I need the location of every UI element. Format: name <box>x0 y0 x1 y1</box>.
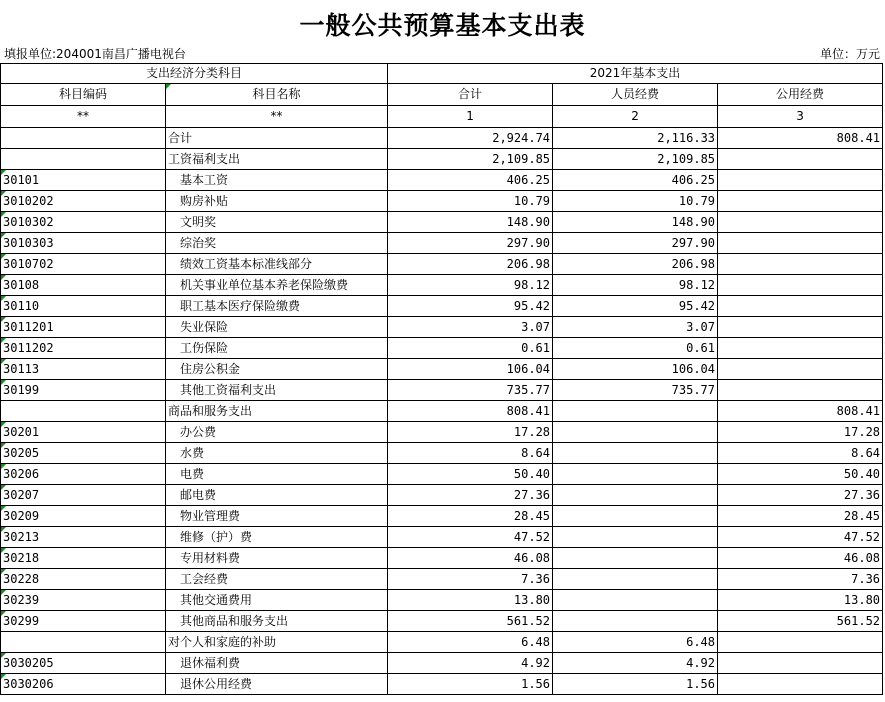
cell-personnel: 2,109.85 <box>553 149 718 170</box>
cell-total: 28.45 <box>388 506 553 527</box>
cell-name: 商品和服务支出 <box>166 401 388 422</box>
index-personnel: 2 <box>553 106 718 128</box>
cell-public: 46.08 <box>718 548 883 569</box>
table-row <box>1 464 883 485</box>
cell-total: 1.56 <box>388 674 553 695</box>
header-basic-expenditure: 2021年基本支出 <box>388 64 883 84</box>
cell-code: 3010202 <box>1 191 166 212</box>
table-row <box>1 548 883 569</box>
cell-code: 30299 <box>1 611 166 632</box>
cell-public: 47.52 <box>718 527 883 548</box>
cell-name: 工伤保险 <box>166 338 388 359</box>
cell-personnel <box>553 527 718 548</box>
cell-name: 维修（护）费 <box>166 527 388 548</box>
cell-name: 综治奖 <box>166 233 388 254</box>
table-row <box>1 569 883 590</box>
cell-public: 7.36 <box>718 569 883 590</box>
cell-code: 30209 <box>1 506 166 527</box>
cell-name: 住房公积金 <box>166 359 388 380</box>
cell-personnel: 98.12 <box>553 275 718 296</box>
cell-total: 2,924.74 <box>388 128 553 149</box>
cell-public <box>718 170 883 191</box>
cell-personnel <box>553 611 718 632</box>
cell-name: 文明奖 <box>166 212 388 233</box>
cell-personnel: 406.25 <box>553 170 718 191</box>
cell-code: 30199 <box>1 380 166 401</box>
cell-name: 机关事业单位基本养老保险缴费 <box>166 275 388 296</box>
cell-total: 46.08 <box>388 548 553 569</box>
cell-public <box>718 338 883 359</box>
cell-public <box>718 359 883 380</box>
cell-public: 561.52 <box>718 611 883 632</box>
table-row <box>1 632 883 653</box>
cell-public <box>718 380 883 401</box>
cell-public: 17.28 <box>718 422 883 443</box>
cell-public: 50.40 <box>718 464 883 485</box>
table-row <box>1 359 883 380</box>
header-economic-classification: 支出经济分类科目 <box>1 64 388 84</box>
cell-code: 30207 <box>1 485 166 506</box>
cell-personnel <box>553 506 718 527</box>
cell-total: 2,109.85 <box>388 149 553 170</box>
cell-total: 47.52 <box>388 527 553 548</box>
cell-code: 30108 <box>1 275 166 296</box>
table-row <box>1 338 883 359</box>
cell-name: 绩效工资基本标准线部分 <box>166 254 388 275</box>
col-header-personnel: 人员经费 <box>553 84 718 106</box>
cell-total: 106.04 <box>388 359 553 380</box>
cell-name: 其他交通费用 <box>166 590 388 611</box>
cell-total: 3.07 <box>388 317 553 338</box>
cell-code: 30213 <box>1 527 166 548</box>
col-header-total: 合计 <box>388 84 553 106</box>
cell-total: 4.92 <box>388 653 553 674</box>
cell-total: 7.36 <box>388 569 553 590</box>
cell-personnel: 4.92 <box>553 653 718 674</box>
cell-code <box>1 401 166 422</box>
cell-personnel: 148.90 <box>553 212 718 233</box>
cell-public: 27.36 <box>718 485 883 506</box>
cell-code: 3010702 <box>1 254 166 275</box>
cell-public <box>718 212 883 233</box>
cell-public <box>718 149 883 170</box>
page-title: 一般公共预算基本支出表 <box>299 11 586 40</box>
table-row <box>1 653 883 674</box>
cell-total: 6.48 <box>388 632 553 653</box>
cell-total: 13.80 <box>388 590 553 611</box>
table-row <box>1 212 883 233</box>
cell-code: 30218 <box>1 548 166 569</box>
cell-name: 对个人和家庭的补助 <box>166 632 388 653</box>
cell-total: 406.25 <box>388 170 553 191</box>
cell-public <box>718 674 883 695</box>
cell-code: 30101 <box>1 170 166 191</box>
table-row <box>1 254 883 275</box>
cell-personnel: 206.98 <box>553 254 718 275</box>
col-header-code: 科目编码 <box>1 84 166 106</box>
cell-total: 50.40 <box>388 464 553 485</box>
cell-public: 808.41 <box>718 128 883 149</box>
cell-total: 808.41 <box>388 401 553 422</box>
cell-total: 10.79 <box>388 191 553 212</box>
table-row <box>1 191 883 212</box>
cell-personnel: 735.77 <box>553 380 718 401</box>
col-header-public: 公用经费 <box>718 84 883 106</box>
cell-public: 13.80 <box>718 590 883 611</box>
cell-name: 其他工资福利支出 <box>166 380 388 401</box>
cell-name: 水费 <box>166 443 388 464</box>
cell-personnel: 2,116.33 <box>553 128 718 149</box>
cell-total: 17.28 <box>388 422 553 443</box>
cell-personnel <box>553 443 718 464</box>
cell-name: 退休公用经费 <box>166 674 388 695</box>
cell-personnel: 95.42 <box>553 296 718 317</box>
table-row <box>1 317 883 338</box>
cell-code: 3011201 <box>1 317 166 338</box>
table-row <box>1 527 883 548</box>
cell-code: 30206 <box>1 464 166 485</box>
cell-code <box>1 149 166 170</box>
cell-name: 基本工资 <box>166 170 388 191</box>
cell-code <box>1 128 166 149</box>
money-unit: 单位：万元 <box>819 47 880 61</box>
cell-total: 8.64 <box>388 443 553 464</box>
table-row <box>1 275 883 296</box>
cell-name: 职工基本医疗保险缴费 <box>166 296 388 317</box>
cell-code: 30239 <box>1 590 166 611</box>
cell-name: 失业保险 <box>166 317 388 338</box>
cell-personnel: 106.04 <box>553 359 718 380</box>
cell-personnel <box>553 464 718 485</box>
cell-code: 30205 <box>1 443 166 464</box>
cell-total: 561.52 <box>388 611 553 632</box>
table-row <box>1 422 883 443</box>
cell-public <box>718 653 883 674</box>
cell-code: 30110 <box>1 296 166 317</box>
cell-public: 808.41 <box>718 401 883 422</box>
cell-public <box>718 317 883 338</box>
cell-name: 电费 <box>166 464 388 485</box>
cell-total: 27.36 <box>388 485 553 506</box>
cell-code <box>1 632 166 653</box>
cell-personnel: 297.90 <box>553 233 718 254</box>
cell-total: 0.61 <box>388 338 553 359</box>
cell-code: 3010302 <box>1 212 166 233</box>
index-code: ** <box>1 106 166 128</box>
cell-personnel <box>553 401 718 422</box>
cell-name: 其他商品和服务支出 <box>166 611 388 632</box>
cell-name: 物业管理费 <box>166 506 388 527</box>
table-row <box>1 674 883 695</box>
cell-public <box>718 233 883 254</box>
cell-name: 工会经费 <box>166 569 388 590</box>
table-row <box>1 380 883 401</box>
table-row <box>1 611 883 632</box>
cell-name: 办公费 <box>166 422 388 443</box>
cell-name: 工资福利支出 <box>166 149 388 170</box>
cell-personnel <box>553 569 718 590</box>
cell-personnel: 6.48 <box>553 632 718 653</box>
cell-code: 3030206 <box>1 674 166 695</box>
cell-public <box>718 254 883 275</box>
table-row <box>1 506 883 527</box>
index-total: 1 <box>388 106 553 128</box>
cell-public <box>718 191 883 212</box>
cell-personnel <box>553 590 718 611</box>
index-name: ** <box>166 106 388 128</box>
cell-public: 8.64 <box>718 443 883 464</box>
cell-personnel <box>553 422 718 443</box>
cell-code: 3011202 <box>1 338 166 359</box>
table-row <box>1 233 883 254</box>
table-row <box>1 443 883 464</box>
cell-code: 30201 <box>1 422 166 443</box>
cell-public <box>718 296 883 317</box>
cell-name: 合计 <box>166 128 388 149</box>
cell-personnel: 10.79 <box>553 191 718 212</box>
table-row <box>1 485 883 506</box>
reporting-unit: 填报单位:204001南昌广播电视台 <box>4 47 186 61</box>
cell-total: 95.42 <box>388 296 553 317</box>
cell-code: 30113 <box>1 359 166 380</box>
table-row <box>1 401 883 422</box>
cell-total: 148.90 <box>388 212 553 233</box>
table-row <box>1 149 883 170</box>
cell-name: 购房补贴 <box>166 191 388 212</box>
cell-personnel: 1.56 <box>553 674 718 695</box>
cell-name: 邮电费 <box>166 485 388 506</box>
cell-name: 退休福利费 <box>166 653 388 674</box>
cell-public <box>718 632 883 653</box>
cell-total: 297.90 <box>388 233 553 254</box>
cell-total: 206.98 <box>388 254 553 275</box>
cell-public: 28.45 <box>718 506 883 527</box>
table-row <box>1 170 883 191</box>
cell-public <box>718 275 883 296</box>
cell-total: 98.12 <box>388 275 553 296</box>
cell-personnel: 3.07 <box>553 317 718 338</box>
expenditure-table <box>0 63 883 695</box>
col-header-name: 科目名称 <box>166 84 388 106</box>
table-row <box>1 128 883 149</box>
cell-code: 30228 <box>1 569 166 590</box>
cell-total: 735.77 <box>388 380 553 401</box>
table-row <box>1 590 883 611</box>
cell-personnel <box>553 485 718 506</box>
index-public: 3 <box>718 106 883 128</box>
cell-code: 3010303 <box>1 233 166 254</box>
table-row <box>1 296 883 317</box>
cell-code: 3030205 <box>1 653 166 674</box>
cell-personnel: 0.61 <box>553 338 718 359</box>
cell-name: 专用材料费 <box>166 548 388 569</box>
cell-personnel <box>553 548 718 569</box>
